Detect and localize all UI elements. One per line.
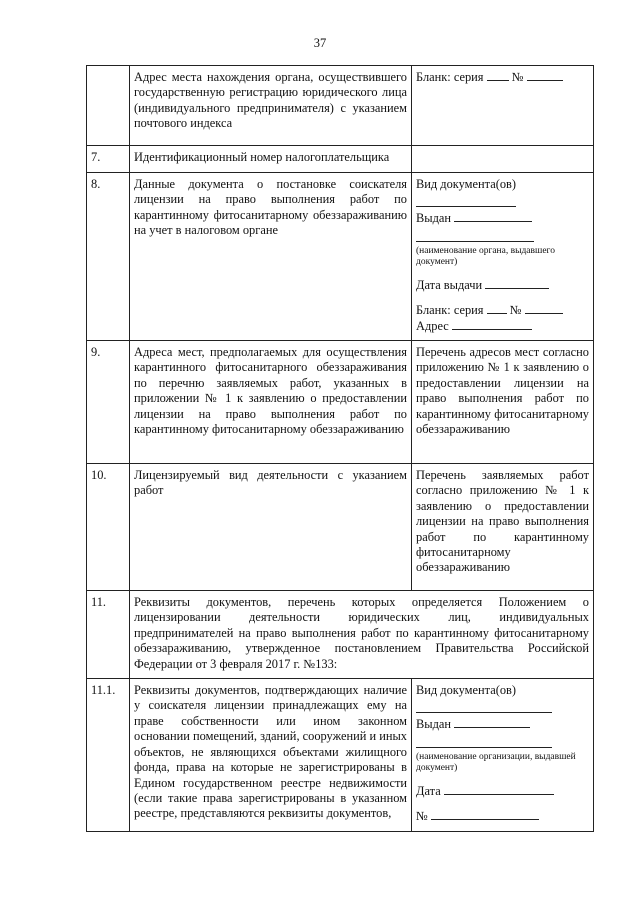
number-label: № — [416, 809, 428, 824]
address-label: Адрес — [416, 318, 449, 333]
date-label: Дата — [416, 783, 441, 798]
doc-type-label: Вид документа(ов) — [416, 683, 517, 698]
doc-type-blank — [416, 700, 552, 713]
issue-date-blank — [485, 278, 549, 289]
table-row — [87, 464, 594, 591]
row-number: 8. — [87, 173, 130, 341]
table-row — [87, 679, 594, 832]
row-description: Данные документа о постановке соискателя лицензии на право выполнения работ по карантинному фитосанитарному обеззараживанию на учет в налоговом органе — [130, 173, 412, 341]
issued-by-blank — [454, 717, 530, 728]
number-blank — [525, 303, 563, 314]
number-label: № — [511, 70, 524, 84]
row-number: 10. — [87, 464, 130, 591]
table-row — [87, 591, 594, 679]
row-description: Реквизиты документов, подтверждающих наличие у соискателя лицензии принадлежащих ему на праве собственности или ином законном основании помещений, зданий, сооружений и иных объектов, не являющихся объектами жилищного фонда, права на которые не зарегистрированы в Едином государственном реестре недвижимости (если такие права зарегистрированы в указанном реестре, представляются реквизиты документов, — [130, 679, 412, 832]
blank-series-label: Бланк: серия — [416, 303, 484, 318]
row-value: Перечень заявляемых работ согласно приложению № 1 к заявлению о предоставлении лицензии на право выполнения работ по карантинному фитосанитарному обеззараживанию — [412, 464, 594, 591]
doc-type-blank — [416, 194, 516, 207]
table-row — [87, 146, 594, 173]
row-value — [412, 66, 594, 146]
issued-by-label: Выдан — [416, 211, 452, 226]
row-description: Лицензируемый вид деятельности с указанием работ — [130, 464, 412, 591]
doc-type-label: Вид документа(ов) — [416, 177, 517, 191]
table-row — [87, 341, 594, 464]
blank-series-label: Бланк: серия — [416, 70, 484, 84]
row-number: 11. — [87, 591, 130, 679]
table-row — [87, 173, 594, 341]
row-description: Адрес места нахождения органа, осуществившего государственную регистрацию юридического лица (индивидуального предпринимателя) с указанием почтового индекса — [130, 66, 412, 146]
number-label: № — [509, 303, 522, 318]
issuer-note: (наименование органа, выдавшего документ) — [416, 245, 555, 267]
row-value — [412, 146, 594, 173]
issuer-note: (наименование организации, выдавшей документ) — [416, 751, 576, 773]
row-number: 11.1. — [87, 679, 130, 832]
row-value — [412, 679, 594, 832]
row-value: Перечень адресов мест согласно приложению № 1 к заявлению о предоставлении лицензии на право выполнения работ по карантинному фитосанитарному обеззараживанию — [412, 341, 594, 464]
row-description: Реквизиты документов, перечень которых определяется Положением о лицензировании деятельности юридических лиц, индивидуальных предпринимателей на право выполнения работ по карантинному фитосанитарному обеззараживанию, утвержденное постановлением Правительства Российской Федерации от 3 февраля 2017 г. №133: — [130, 591, 594, 679]
issued-by-blank-2 — [416, 229, 534, 242]
row-description: Адреса мест, предполагаемых для осуществления карантинного фитосанитарного обеззараживания по перечню заявляемых работ, указанных в приложении № 1 к заявлению о предоставлении лицензии на право выполнения работ по карантинному фитосанитарному обеззараживанию — [130, 341, 412, 464]
series-blank — [487, 70, 509, 81]
series-blank — [487, 303, 507, 314]
row-number: 7. — [87, 146, 130, 173]
row-number-cell — [87, 66, 130, 146]
issued-by-label: Выдан — [416, 717, 452, 732]
row-value — [412, 173, 594, 341]
page-number: 37 — [313, 36, 327, 50]
application-form-table — [86, 65, 594, 832]
number-blank — [431, 809, 539, 820]
issued-by-blank-2 — [416, 735, 552, 748]
date-blank — [444, 784, 554, 795]
number-blank — [527, 70, 563, 81]
row-number: 9. — [87, 341, 130, 464]
issue-date-label: Дата выдачи — [416, 277, 483, 292]
row-description: Идентификационный номер налогоплательщика — [130, 146, 412, 173]
address-blank — [452, 319, 532, 330]
table-row — [87, 66, 594, 146]
issued-by-blank — [454, 211, 532, 222]
